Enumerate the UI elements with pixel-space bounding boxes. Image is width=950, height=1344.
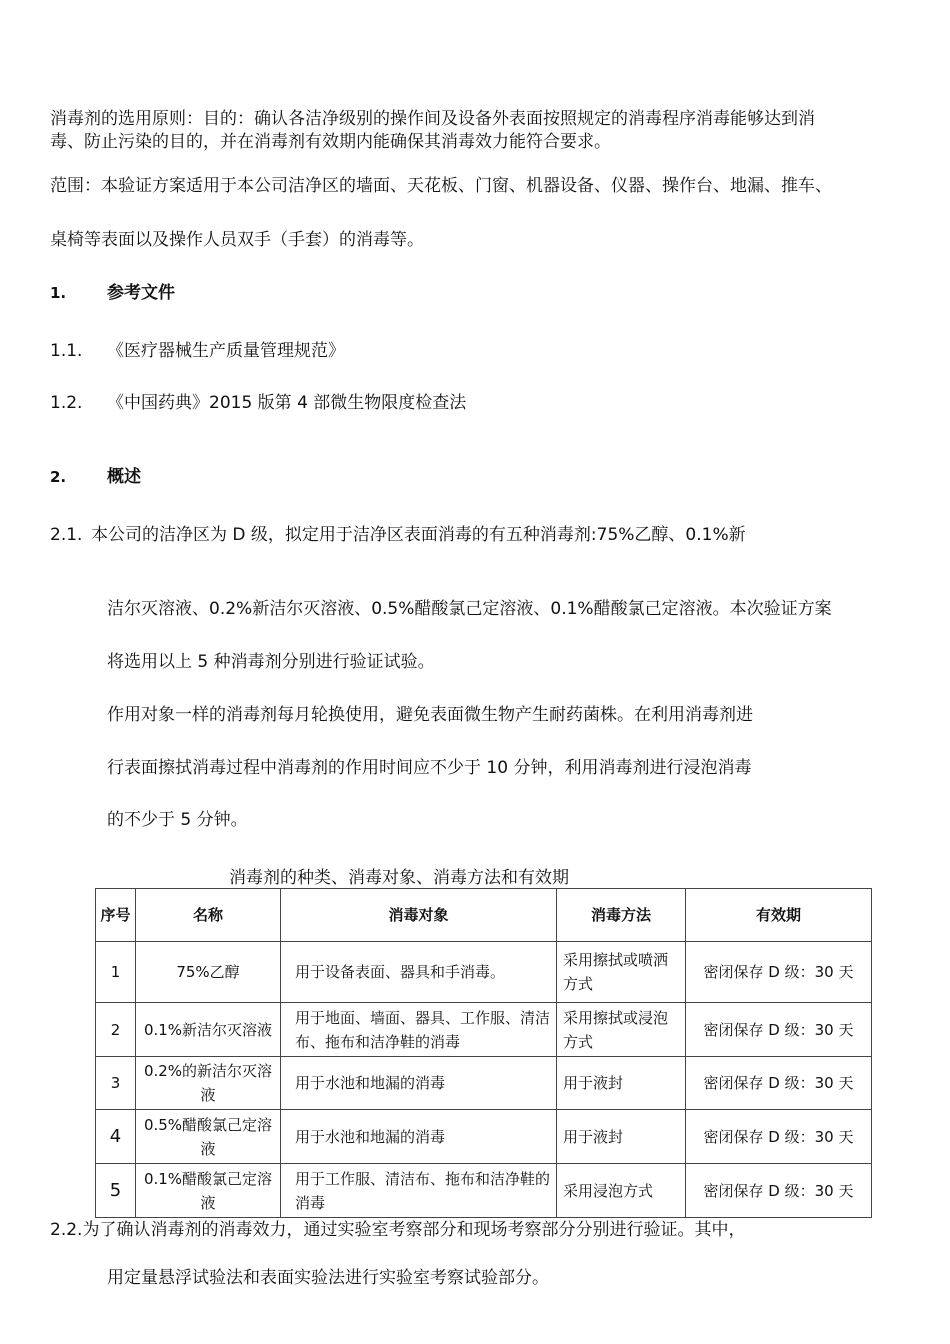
table-row — [96, 1110, 872, 1164]
cell-validity: 密闭保存 D 级：30 天 — [686, 1057, 872, 1110]
cell-name: 0.1%醋酸氯己定溶液 — [136, 1164, 281, 1218]
header-target: 消毒对象 — [281, 889, 557, 942]
table-row — [96, 1003, 872, 1057]
cell-method: 用于液封 — [557, 1110, 686, 1164]
section-1-title: 参考文件 — [107, 283, 175, 303]
header-validity: 有效期 — [686, 889, 872, 942]
para-2-1-line-6: 的不少于 5 分钟。 — [107, 810, 248, 830]
cell-validity: 密闭保存 D 级：30 天 — [686, 942, 872, 1003]
header-method: 消毒方法 — [557, 889, 686, 942]
table-header-row — [96, 889, 872, 942]
para-2-2-line-1: 2.2.为了确认消毒剂的消毒效力，通过实验室考察部分和现场考察部分分别进行验证。其中， — [50, 1220, 746, 1240]
table-caption: 消毒剂的种类、消毒对象、消毒方法和有效期 — [229, 868, 569, 888]
cell-target: 用于工作服、清洁布、拖布和洁净鞋的消毒 — [281, 1164, 557, 1218]
cell-seq: 1 — [96, 942, 136, 1003]
para-2-1-line-3: 将选用以上 5 种消毒剂分别进行验证试验。 — [107, 652, 435, 672]
para-2-1-line-1: 本公司的洁净区为 D 级，拟定用于洁净区表面消毒的有五种消毒剂:75%乙醇、0.1%新 — [91, 525, 746, 545]
table-row — [96, 1164, 872, 1218]
cell-method: 采用浸泡方式 — [557, 1164, 686, 1218]
cell-seq: 2 — [96, 1003, 136, 1057]
section-2-number: 2. — [50, 468, 67, 486]
para-2-1-number: 2.1. — [50, 525, 83, 545]
cell-target: 用于地面、墙面、器具、工作服、清洁布、拖布和洁净鞋的消毒 — [281, 1003, 557, 1057]
section-2-title: 概述 — [107, 467, 141, 487]
para-2-1-line-2: 洁尔灭溶液、0.2%新洁尔灭溶液、0.5%醋酸氯己定溶液、0.1%醋酸氯己定溶液。本次验证方案 — [107, 599, 832, 619]
cell-method: 采用擦拭或浸泡方式 — [557, 1003, 686, 1057]
header-seq: 序号 — [96, 889, 136, 942]
intro-line-2: 毒、防止污染的目的，并在消毒剂有效期内能确保其消毒效力能符合要求。 — [50, 132, 611, 152]
para-2-2-line-2: 用定量悬浮试验法和表面实验法进行实验室考察试验部分。 — [107, 1268, 549, 1288]
ref-item-1-number: 1.1. — [50, 341, 83, 361]
para-2-1-line-4: 作用对象一样的消毒剂每月轮换使用，避免表面微生物产生耐药菌株。在利用消毒剂进 — [107, 705, 753, 725]
section-1-number: 1. — [50, 284, 67, 302]
ref-item-2-number: 1.2. — [50, 393, 83, 413]
cell-seq: 3 — [96, 1057, 136, 1110]
cell-name: 0.5%醋酸氯己定溶液 — [136, 1110, 281, 1164]
cell-target: 用于水池和地漏的消毒 — [281, 1110, 557, 1164]
cell-seq: 4 — [96, 1110, 136, 1164]
disinfectant-table — [95, 888, 872, 1218]
cell-target: 用于设备表面、器具和手消毒。 — [281, 942, 557, 1003]
cell-method: 采用擦拭或喷洒方式 — [557, 942, 686, 1003]
header-name: 名称 — [136, 889, 281, 942]
para-2-1-line-5: 行表面擦拭消毒过程中消毒剂的作用时间应不少于 10 分钟，利用消毒剂进行浸泡消毒 — [107, 758, 752, 778]
cell-name: 75%乙醇 — [136, 942, 281, 1003]
cell-validity: 密闭保存 D 级：30 天 — [686, 1164, 872, 1218]
intro-line-1: 消毒剂的选用原则：目的：确认各洁净级别的操作间及设备外表面按照规定的消毒程序消毒能够达到消 — [50, 109, 815, 129]
cell-validity: 密闭保存 D 级：30 天 — [686, 1110, 872, 1164]
table-row — [96, 1057, 872, 1110]
ref-item-1-text: 《医疗器械生产质量管理规范》 — [107, 341, 345, 361]
cell-target: 用于水池和地漏的消毒 — [281, 1057, 557, 1110]
scope-line-2: 桌椅等表面以及操作人员双手（手套）的消毒等。 — [50, 230, 424, 250]
cell-method: 用于液封 — [557, 1057, 686, 1110]
scope-line-1: 范围：本验证方案适用于本公司洁净区的墙面、天花板、门窗、机器设备、仪器、操作台、地漏、推车、 — [50, 176, 832, 196]
cell-validity: 密闭保存 D 级：30 天 — [686, 1003, 872, 1057]
cell-name: 0.2%的新洁尔灭溶液 — [136, 1057, 281, 1110]
cell-name: 0.1%新洁尔灭溶液 — [136, 1003, 281, 1057]
table-row — [96, 942, 872, 1003]
ref-item-2-text: 《中国药典》2015 版第 4 部微生物限度检查法 — [107, 393, 467, 413]
cell-seq: 5 — [96, 1164, 136, 1218]
